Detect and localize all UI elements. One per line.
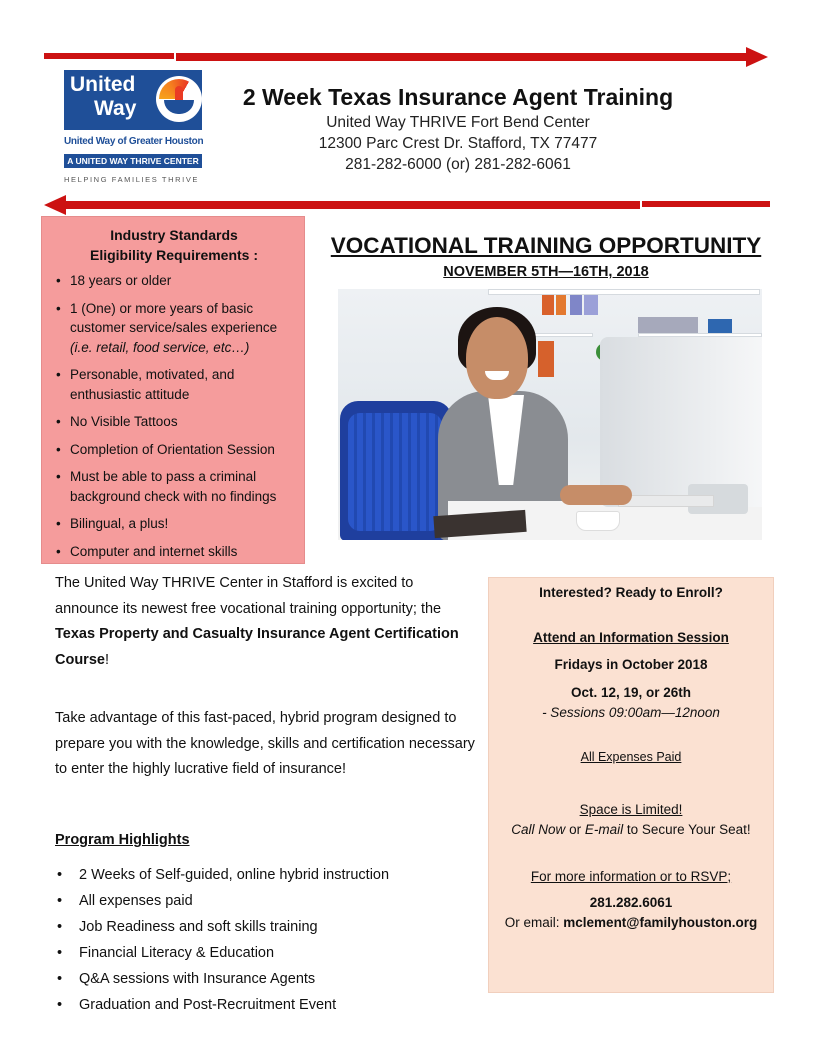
- info-session-heading: Attend an Information Session: [533, 630, 729, 645]
- enroll-info-box: [488, 577, 774, 993]
- page-title: 2 Week Texas Insurance Agent Training: [242, 84, 674, 110]
- list-item: • All expenses paid: [55, 888, 475, 914]
- united-way-logo: United Way United Way of Greater Houston A UNITED WAY THRIVE CENTER HELPING FAMILIES THRIVE: [60, 68, 208, 190]
- opportunity-dates: NOVEMBER 5TH—16TH, 2018: [443, 264, 649, 280]
- list-item: • 18 years or older: [54, 271, 294, 291]
- address: 12300 Parc Crest Dr. Stafford, TX 77477: [318, 135, 598, 152]
- space-limited: Space is Limited!: [579, 802, 683, 817]
- session-month: Fridays in October 2018: [554, 657, 708, 672]
- intro-paragraph: The United Way THRIVE Center in Stafford is excited to announce its newest free vocational training opportunity; the Texas Property and Casualty Insurance Agent Certification Course!: [55, 575, 459, 668]
- rsvp-email[interactable]: mclement@familyhouston.org: [563, 915, 758, 930]
- requirements-list: [54, 271, 294, 561]
- highlights-list: [55, 862, 475, 1018]
- expenses-note: All Expenses Paid: [580, 750, 682, 764]
- secure-seat-line: Call Now or E-mail to Secure Your Seat!: [511, 822, 751, 837]
- list-item: • Financial Literacy & Education: [55, 940, 475, 966]
- center-name: United Way THRIVE Fort Bend Center: [326, 114, 590, 131]
- list-item: • Must be able to pass a criminal background check with no findings: [54, 467, 294, 506]
- list-item: • 1 (One) or more years of basic customer service/sales experience (i.e. retail, food service, etc…): [54, 299, 294, 358]
- sun-hand-icon: [156, 76, 202, 122]
- list-item: • 2 Weeks of Self-guided, online hybrid instruction: [55, 862, 475, 888]
- office-worker-photo: [338, 289, 762, 540]
- rsvp-phone[interactable]: 281.282.6061: [589, 895, 673, 910]
- enroll-question: Interested? Ready to Enroll?: [539, 585, 723, 600]
- opportunity-title: VOCATIONAL TRAINING OPPORTUNITY: [330, 233, 762, 258]
- eligibility-requirements-box: [41, 216, 305, 564]
- list-item: • Q&A sessions with Insurance Agents: [55, 966, 475, 992]
- highlights-title: Program Highlights: [55, 832, 190, 848]
- program-description: Take advantage of this fast-paced, hybrid program designed to prepare you with the knowledge, skills and certification necessary to enter the highly lucrative field of insurance!: [55, 710, 475, 777]
- list-item: • Job Readiness and soft skills training: [55, 914, 475, 940]
- phone-numbers: 281-282-6000 (or) 281-282-6061: [345, 156, 571, 173]
- list-item: • No Visible Tattoos: [54, 412, 294, 432]
- session-times: - Sessions 09:00am—12noon: [542, 705, 720, 720]
- rsvp-heading: For more information or to RSVP;: [530, 869, 732, 884]
- rsvp-email-line: Or email: mclement@familyhouston.org: [504, 915, 758, 930]
- list-item: • Computer and internet skills: [54, 542, 294, 562]
- list-item: • Completion of Orientation Session: [54, 440, 294, 460]
- requirements-title: Industry Standards Eligibility Requirements :: [89, 227, 259, 263]
- session-dates: Oct. 12, 19, or 26th: [570, 685, 692, 700]
- list-item: • Bilingual, a plus!: [54, 514, 294, 534]
- list-item: • Graduation and Post-Recruitment Event: [55, 992, 475, 1018]
- list-item: • Personable, motivated, and enthusiastic attitude: [54, 365, 294, 404]
